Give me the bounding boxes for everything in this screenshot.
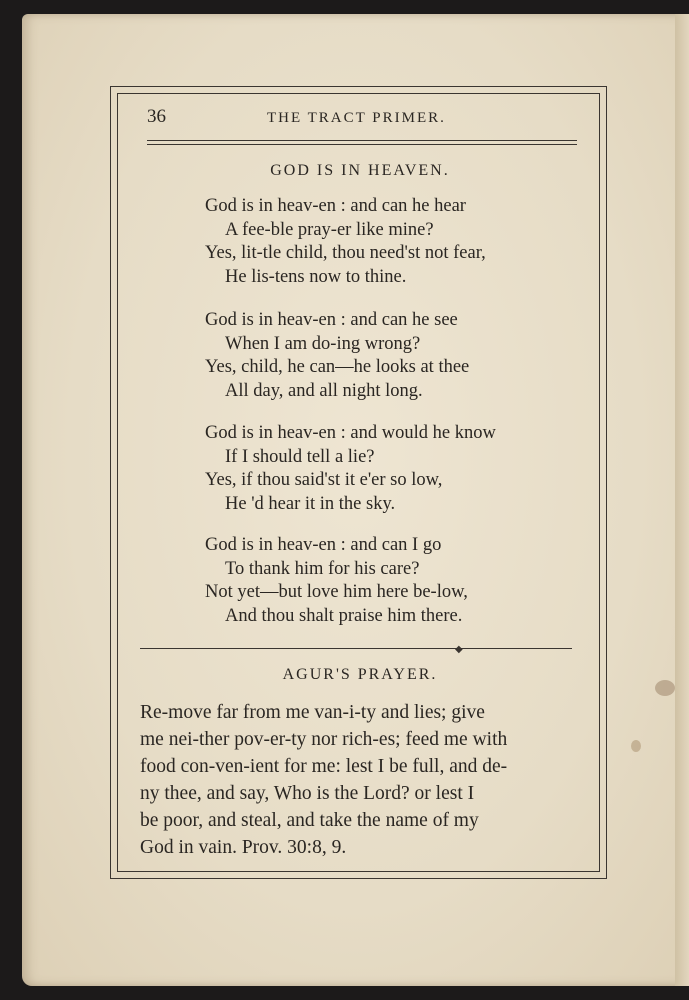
verse-line: He 'd hear it in the sky.: [225, 493, 396, 514]
verse-line: Yes, child, he can—he looks at thee: [205, 357, 470, 377]
header-rule: [147, 140, 577, 141]
verse-line: A fee-ble pray-er like mine?: [225, 219, 434, 240]
verse-line: All day, and all night long.: [225, 380, 423, 401]
verse-line: God is in heav-en : and can he hear: [205, 196, 466, 216]
running-header: [147, 106, 577, 130]
prayer-line: food con-ven-ient for me: lest I be full, and de-: [140, 756, 508, 777]
verse-line: And thou shalt praise him there.: [225, 605, 463, 626]
verse-line: God is in heav-en : and would he know: [205, 423, 496, 443]
page-edge: [675, 14, 689, 986]
verse-line: Not yet—but love him here be-low,: [205, 582, 468, 602]
prayer-line: be poor, and steal, and take the name of my: [140, 810, 479, 831]
prayer-line: God in vain. Prov. 30:8, 9.: [140, 837, 347, 858]
stanza: [205, 195, 486, 289]
poem-title: GOD IS IN HEAVEN.: [270, 162, 450, 179]
prayer-line: Re-move far from me van-i-ty and lies; give: [140, 702, 485, 723]
verse-line: Yes, lit-tle child, thou need'st not fear,: [205, 243, 486, 263]
header-rule: [147, 144, 577, 145]
verse-line: To thank him for his care?: [225, 558, 420, 579]
prayer-title: AGUR'S PRAYER.: [282, 666, 438, 683]
verse-line: When I am do-ing wrong?: [225, 333, 421, 354]
stanza: [205, 534, 468, 628]
page-number: 36: [147, 106, 166, 127]
prayer-line: ny thee, and say, Who is the Lord? or lest I: [140, 783, 475, 804]
verse-line: God is in heav-en : and can he see: [205, 310, 458, 330]
stanza: [205, 422, 496, 516]
prayer-line: me nei-ther pov-er-ty nor rich-es; feed me with: [140, 729, 508, 750]
paper-stain: [655, 680, 675, 696]
verse-line: If I should tell a lie?: [225, 446, 375, 467]
prayer-text: [140, 699, 570, 861]
running-title: THE TRACT PRIMER.: [267, 110, 446, 126]
verse-line: He lis-tens now to thine.: [225, 266, 407, 287]
paper-stain: [631, 740, 641, 752]
verse-line: God is in heav-en : and can I go: [205, 535, 442, 555]
stanza: [205, 309, 469, 403]
section-divider: [140, 648, 572, 649]
verse-line: Yes, if thou said'st it e'er so low,: [205, 470, 443, 490]
divider-ornament: ◆: [455, 644, 463, 655]
